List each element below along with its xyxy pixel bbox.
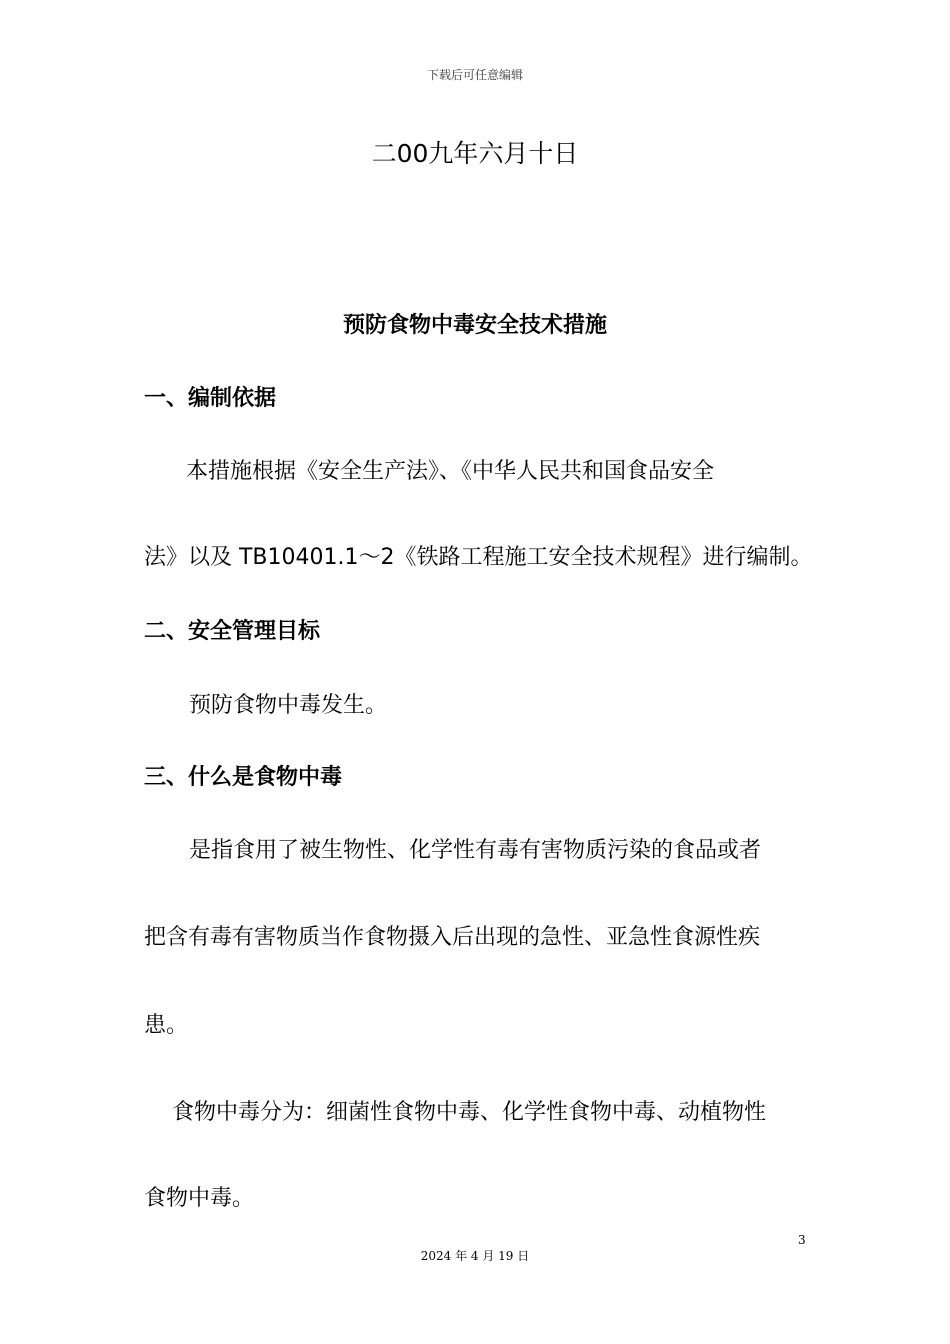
page-header: 下载后可任意编辑 [426, 68, 523, 82]
page-footer-date: 2024 年 4 月 19 日 [420, 1249, 530, 1263]
section-heading-basis: 一、编制依据 [144, 386, 277, 411]
document-title: 预防食物中毒安全技术措施 [342, 313, 607, 338]
section-heading-definition: 三、什么是食物中毒 [144, 765, 343, 790]
paragraph-line: 预防食物中毒发生。 [189, 693, 388, 718]
paragraph-line: 把含有毒有害物质当作食物摄入后出现的急性、亚急性食源性疾 [144, 925, 761, 950]
paragraph-line: 食物中毒。 [144, 1186, 255, 1211]
paragraph-line: 患。 [144, 1013, 189, 1038]
paragraph-line: 食物中毒分为：细菌性食物中毒、化学性食物中毒、动植物性 [172, 1100, 767, 1125]
page-number: 3 [798, 1233, 806, 1247]
paragraph-line: 是指食用了被生物性、化学性有毒有害物质污染的食品或者 [189, 838, 762, 863]
date-title: 二00九年六月十日 [371, 139, 579, 168]
paragraph-line: 法》以及 TB10401.1～2《铁路工程施工安全技术规程》进行编制。 [144, 545, 813, 570]
section-heading-goal: 二、安全管理目标 [144, 619, 321, 644]
paragraph-line: 本措施根据《安全生产法》、《中华人民共和国食品安全 [186, 459, 715, 484]
